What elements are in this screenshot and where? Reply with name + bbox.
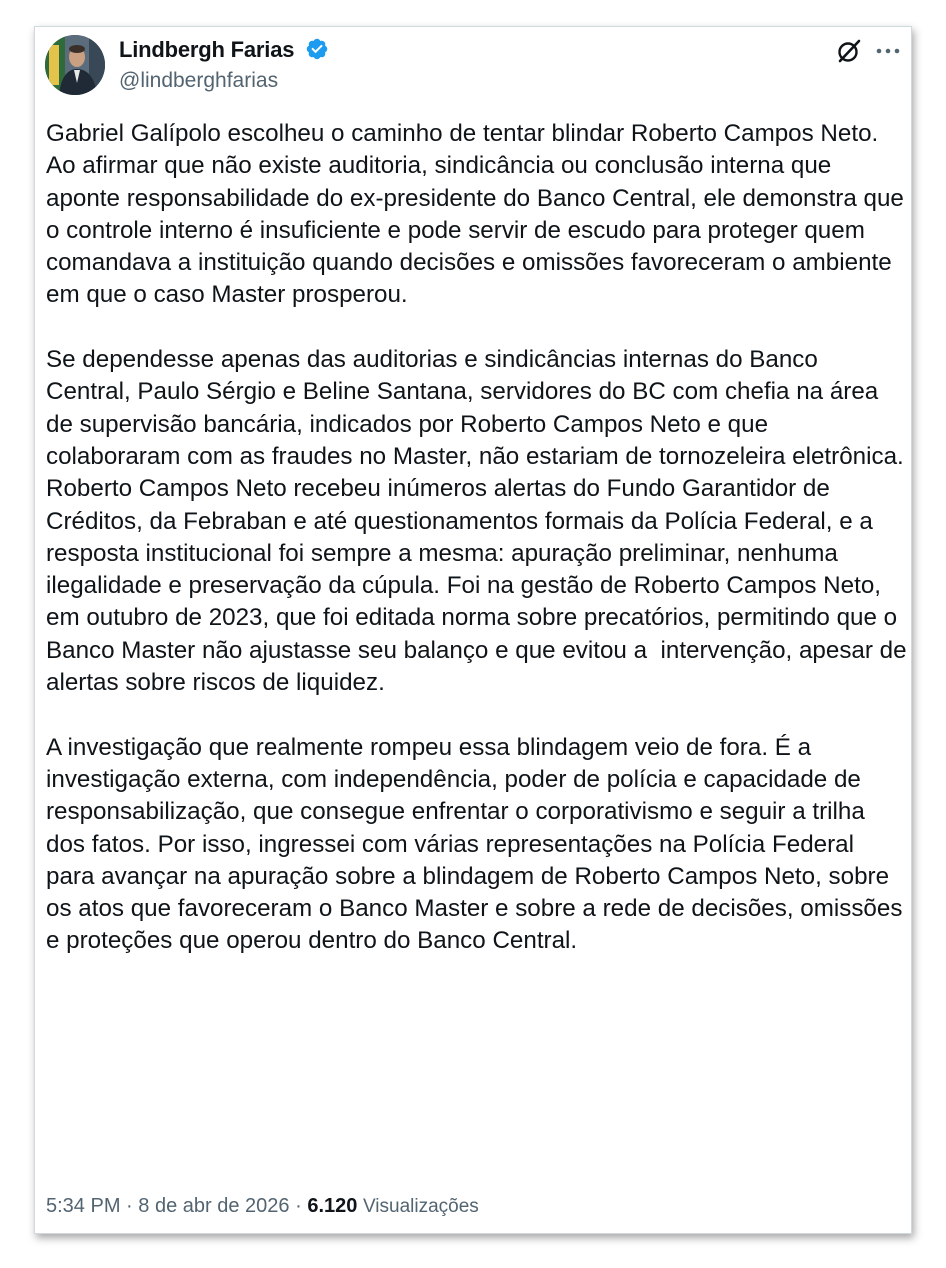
tweet-card [34,26,912,1234]
tweet-paragraph: Gabriel Galípolo escolheu o caminho de tentar blindar Roberto Campos Neto. Ao afirmar que não existe auditoria, sindicância ou conclusão interna que aponte responsabilidade do ex-presidente do Banco Central, ele demonstra que o controle interno é insuficiente e pode servir de escudo para proteger quem comandava a instituição quando decisões e omissões favoreceram o ambiente em que o caso Master prosperou. [46,120,911,309]
tweet-date[interactable]: 8 de abr de 2026 [138,1195,290,1217]
avatar-photo [45,35,105,95]
grok-icon[interactable] [835,37,863,65]
tweet-paragraph: Se dependesse apenas das auditorias e sindicâncias internas do Banco Central, Paulo Sérgio e Beline Santana, servidores do BC com chefia na área de supervisão bancária, indicados por Roberto Campos Neto e que colaboraram com as fraudes no Master, não estariam de tornozeleira eletrônica. Roberto Campos Neto recebeu inúmeros alertas do Fundo Garantidor de Créditos, da Febraban e até questionamentos formais da Polícia Federal, e a resposta institucional foi sempre a mesma: apuração preliminar, nenhuma ilegalidade e preservação da cúpula. Foi na gestão de Roberto Campos Neto, em outubro de 2023, que foi editada norma sobre precatórios, permitindo que o Banco Master não ajustasse seu balanço e que evitou a intervenção, apesar de alertas sobre riscos de liquidez. [46,346,914,697]
more-options-icon[interactable] [873,37,903,65]
views-label[interactable]: Visualizações [362,1196,479,1217]
meta-separator: · [126,1195,133,1217]
author-name[interactable]: Lindbergh Farias [119,37,295,62]
tweet-text [46,118,914,958]
meta-separator: · [295,1195,302,1217]
author-handle[interactable]: @lindberghfarias [119,69,279,92]
tweet-meta [46,1195,479,1218]
views-count[interactable]: 6.120 [307,1195,358,1217]
tweet-paragraph: A investigação que realmente rompeu essa blindagem veio de fora. É a investigação externa, com independência, poder de polícia e capacidade de responsabilização, que consegue enfrentar o corporativismo e seguir a trilha dos fatos. Por isso, ingressei com várias representações na Polícia Federal para avançar na apuração sobre a blindagem de Roberto Campos Neto, sobre os atos que favoreceram o Banco Master e sobre a rede de decisões, omissões e proteções que operou dentro do Banco Central. [46,733,910,955]
verified-badge-icon [305,37,329,61]
author-avatar[interactable] [45,35,105,95]
tweet-time[interactable]: 5:34 PM [46,1195,121,1217]
